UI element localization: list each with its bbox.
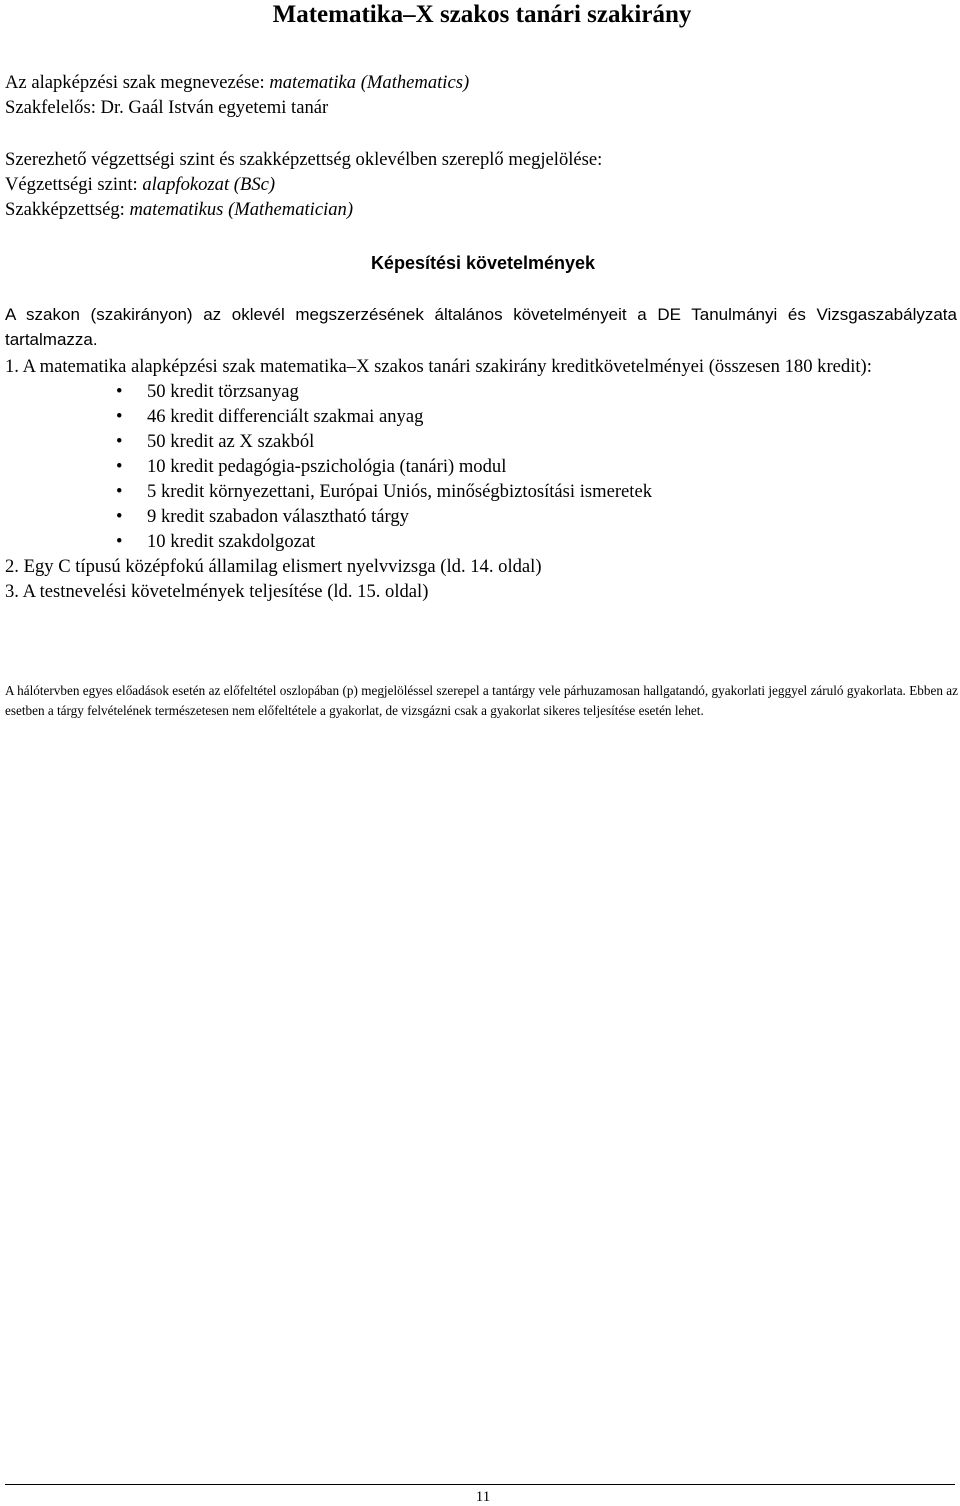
bullet-icon: • — [116, 481, 123, 502]
bullet-icon: • — [116, 431, 123, 452]
degree-level-value: alapfokozat (BSc) — [142, 174, 276, 195]
page-number: 11 — [475, 1489, 491, 1505]
bullet-icon: • — [116, 381, 123, 402]
degree-level-label: Végzettségi szint: — [5, 174, 143, 195]
credit-list-item-text: 46 kredit differenciált szakmai anyag — [147, 406, 424, 427]
degree-qualification-line — [5, 197, 957, 222]
credit-list-item — [5, 454, 957, 479]
requirements-item-3: 3. A testnevelési követelmények teljesítése (ld. 15. oldal) — [5, 581, 429, 602]
credit-list-item — [5, 479, 957, 504]
program-name-line — [5, 70, 957, 95]
bullet-icon: • — [116, 406, 123, 427]
footer-divider — [5, 1484, 955, 1485]
credit-list-item — [5, 429, 957, 454]
page-title: Matematika–X szakos tanári szakirány — [272, 1, 692, 28]
footnote: A hálótervben egyes előadások esetén az előfeltétel oszlopában (p) megjelöléssel szerepel a tantárgy vele párhuzamosan hallgatandó, gyakorlati jeggyel záruló gyakorlata. Ebben az esetben a tárgy felvételének természetesen nem előfeltétele a gyakorlat, de vizsgázni csak a gyakorlat sikeres teljesítése esetén lehet. — [5, 683, 958, 718]
degree-level-line — [5, 172, 957, 197]
credit-list-item-text: 50 kredit törzsanyag — [147, 381, 299, 402]
program-name-label: Az alapképzési szak megnevezése: — [5, 72, 270, 93]
requirements-item-2: 2. Egy C típusú középfokú államilag elismert nyelvvizsga (ld. 14. oldal) — [5, 556, 542, 577]
credit-list — [5, 379, 957, 554]
program-lead-label: Szakfelelős: — [5, 97, 101, 118]
program-info — [5, 70, 957, 120]
requirements-body — [5, 302, 957, 604]
credit-list-item-text: 5 kredit környezettani, Európai Uniós, minőségbiztosítási ismeretek — [147, 481, 653, 502]
bullet-icon: • — [116, 506, 123, 527]
section-heading: Képesítési követelmények — [370, 253, 596, 273]
credit-list-item — [5, 404, 957, 429]
credit-list-item-text: 50 kredit az X szakból — [147, 431, 315, 452]
requirements-item-1: 1. A matematika alapképzési szak matematika–X szakos tanári szakirány kreditkövetelményei (összesen 180 kredit): — [5, 356, 872, 377]
requirements-intro: A szakon (szakirányon) az oklevél megszerzésének általános követelményeit a DE Tanulmányi és Vizsgaszabályzata tartalmazza. — [5, 305, 957, 349]
degree-qualification-value: matematikus (Mathematician) — [129, 199, 354, 220]
program-name-value: matematika (Mathematics) — [269, 72, 470, 93]
credit-list-item — [5, 379, 957, 404]
program-lead-value: Dr. Gaál István egyetemi tanár — [100, 97, 329, 118]
degree-intro: Szerezhető végzettségi szint és szakképzettség oklevélben szereplő megjelölése: — [5, 149, 603, 170]
credit-list-item-text: 9 kredit szabadon választható tárgy — [147, 506, 409, 527]
bullet-icon: • — [116, 456, 123, 477]
credit-list-item — [5, 529, 957, 554]
degree-info — [5, 147, 957, 222]
degree-qualification-label: Szakképzettség: — [5, 199, 130, 220]
credit-list-item — [5, 504, 957, 529]
credit-list-item-text: 10 kredit pedagógia-pszichológia (tanári) modul — [147, 456, 507, 477]
credit-list-item-text: 10 kredit szakdolgozat — [147, 531, 316, 552]
bullet-icon: • — [116, 531, 123, 552]
program-lead-line — [5, 95, 957, 120]
